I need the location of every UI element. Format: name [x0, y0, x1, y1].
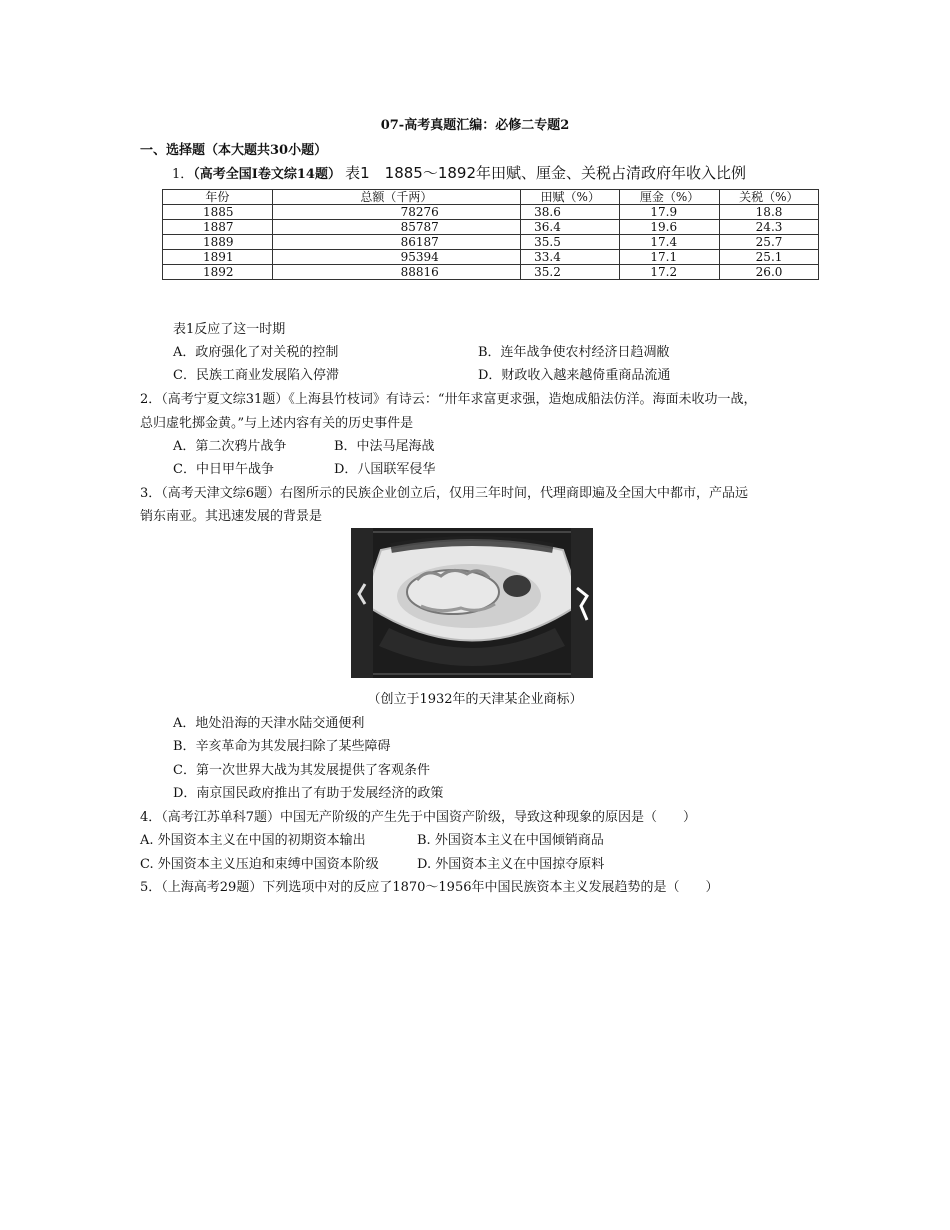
cell-total: 78276 — [272, 205, 520, 220]
question-4-line-1: 4．（高考江苏单科7题）中国无产阶级的产生先于中国资产阶级，导致这种现象的原因是（ ） — [140, 810, 697, 825]
table-row — [163, 250, 819, 265]
cell-lijin: 17.1 — [620, 250, 719, 265]
image-caption: （创立于1932年的天津某企业商标） — [367, 692, 583, 707]
col-header-land-tax: 田赋（%） — [521, 190, 620, 205]
q2-option-b: B．中法马尾海战 — [334, 439, 435, 454]
cell-total: 88816 — [272, 265, 520, 280]
question-1-header — [172, 162, 746, 183]
cell-year: 1889 — [163, 235, 273, 250]
cell-land-tax: 38.6 — [521, 205, 620, 220]
cell-lijin: 17.2 — [620, 265, 719, 280]
cell-total: 86187 — [272, 235, 520, 250]
cell-customs: 24.3 — [719, 220, 818, 235]
question-2-line-2: 总归虚牝掷金黄。”与上述内容有关的历史事件是 — [140, 416, 414, 431]
q1-option-a: A．政府强化了对关税的控制 — [173, 345, 339, 360]
table-caption: 表1 1885～1892年田赋、厘金、关税占清政府年收入比例 — [345, 164, 747, 182]
cell-lijin: 19.6 — [620, 220, 719, 235]
question-5-line-1: 5．（上海高考29题）下列选项中对的反应了1870～1956年中国民族资本主义发展趋势的是（ ） — [140, 880, 719, 895]
document-title: 07-高考真题汇编：必修二专题2 — [380, 118, 570, 133]
col-header-year: 年份 — [163, 190, 273, 205]
q2-option-d: D．八国联军侵华 — [334, 462, 436, 477]
cell-year: 1891 — [163, 250, 273, 265]
cell-total: 85787 — [272, 220, 520, 235]
table-row — [163, 205, 819, 220]
question-2-line-1: 2．（高考宁夏文综31题）《上海县竹枝词》有诗云：“卅年求富更求强，造炮成船法仿洋。海面未收功一战， — [140, 392, 757, 407]
q3-option-d: D．南京国民政府推出了有助于发展经济的政策 — [173, 786, 444, 801]
trademark-image — [351, 528, 593, 678]
cell-land-tax: 35.5 — [521, 235, 620, 250]
q4-option-b: B. 外国资本主义在中国倾销商品 — [417, 833, 604, 848]
q1-option-c: C．民族工商业发展陷入停滞 — [173, 368, 339, 383]
revenue-table — [162, 189, 819, 280]
col-header-lijin: 厘金（%） — [620, 190, 719, 205]
cell-land-tax: 36.4 — [521, 220, 620, 235]
q2-option-a: A．第二次鸦片战争 — [173, 439, 287, 454]
col-header-total: 总额（千两） — [272, 190, 520, 205]
col-header-customs: 关税（%） — [719, 190, 818, 205]
cell-customs: 25.1 — [719, 250, 818, 265]
q3-option-a: A．地处沿海的天津水陆交通便利 — [173, 716, 365, 731]
q1-option-b: B．连年战争使农村经济日趋凋敝 — [478, 345, 670, 360]
q4-option-a: A. 外国资本主义在中国的初期资本输出 — [140, 833, 366, 848]
question-1-stem: 表1反应了这一时期 — [173, 322, 286, 337]
table-row — [163, 265, 819, 280]
cell-year: 1892 — [163, 265, 273, 280]
cell-customs: 18.8 — [719, 205, 818, 220]
trademark-picture — [351, 528, 593, 678]
cell-land-tax: 35.2 — [521, 265, 620, 280]
q4-option-c: C. 外国资本主义压迫和束缚中国资本阶级 — [140, 857, 379, 872]
cell-customs: 25.7 — [719, 235, 818, 250]
cell-lijin: 17.4 — [620, 235, 719, 250]
cell-land-tax: 33.4 — [521, 250, 620, 265]
table-row — [163, 235, 819, 250]
cell-year: 1887 — [163, 220, 273, 235]
q3-option-c: C．第一次世界大战为其发展提供了客观条件 — [173, 763, 430, 778]
question-3-line-2: 销东南亚。其迅速发展的背景是 — [140, 509, 323, 524]
q1-option-d: D．财政收入越来越倚重商品流通 — [478, 368, 671, 383]
q4-option-d: D. 外国资本主义在中国掠夺原料 — [417, 857, 605, 872]
q3-option-b: B．辛亥革命为其发展扫除了某些障碍 — [173, 739, 391, 754]
cell-year: 1885 — [163, 205, 273, 220]
table-header-row — [163, 190, 819, 205]
question-source: （高考全国Ⅰ卷文综14题） — [193, 167, 341, 182]
question-number: 1． — [172, 167, 194, 182]
question-3-line-1: 3．（高考天津文综6题）右图所示的民族企业创立后，仅用三年时间，代理商即遍及全国大中都市，产品远 — [140, 486, 749, 501]
q2-option-c: C．中日甲午战争 — [173, 462, 274, 477]
cell-lijin: 17.9 — [620, 205, 719, 220]
cell-customs: 26.0 — [719, 265, 818, 280]
table-row — [163, 220, 819, 235]
cell-total: 95394 — [272, 250, 520, 265]
section-heading: 一、选择题（本大题共30小题） — [140, 143, 328, 158]
